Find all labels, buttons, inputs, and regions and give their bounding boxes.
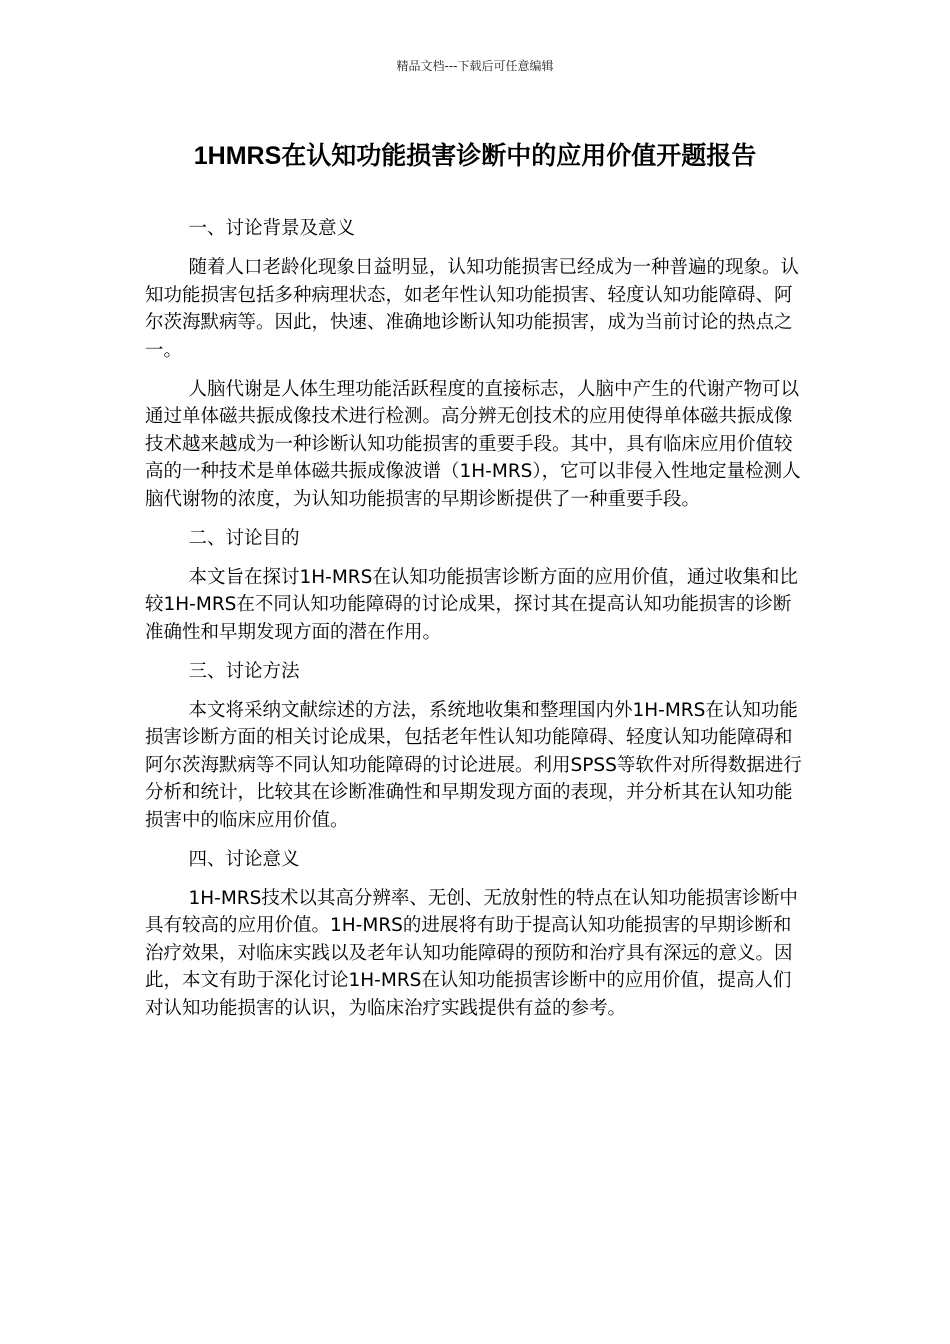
paragraph-background-1: 随着人口老龄化现象日益明显，认知功能损害已经成为一种普遍的现象。认知功能损害包括多种病理状态，如老年性认知功能损害、轻度认知功能障碍、阿尔茨海默病等。因此，快速、准确地诊断认知功能损害，成为当前讨论的热点之一。 [145, 257, 799, 361]
paragraph-method: 本文将采纳文献综述的方法，系统地收集和整理国内外1H-MRS在认知功能损害诊断方面的相关讨论成果，包括老年性认知功能障碍、轻度认知功能障碍和阿尔茨海默病等不同认知功能障碍的讨论进展。利用SPSS等软件对所得数据进行分析和统计，比较其在诊断准确性和早期发现方面的表现，并分析其在认知功能损害中的临床应用价值。 [145, 699, 802, 831]
paragraph-significance: 1H-MRS技术以其高分辨率、无创、无放射性的特点在认知功能损害诊断中具有较高的应用价值。1H-MRS的进展将有助于提高认知功能损害的早期诊断和治疗效果，对临床实践以及老年认知功能障碍的预防和治疗具有深远的意义。因此，本文有助于深化讨论1H-MRS在认知功能损害诊断中的应用价值，提高人们对认知功能损害的认识，为临床治疗实践提供有益的参考。 [145, 887, 798, 1019]
page-header: 精品文档---下载后可任意编辑 [396, 59, 554, 73]
section-heading-background: 一、讨论背景及意义 [188, 218, 355, 239]
section-heading-method: 三、讨论方法 [188, 660, 300, 682]
paragraph-purpose: 本文旨在探讨1H-MRS在认知功能损害诊断方面的应用价值，通过收集和比较1H-MRS在不同认知功能障碍的讨论成果，探讨其在提高认知功能损害的诊断准确性和早期发现方面的潜在作用。 [145, 566, 798, 643]
paragraph-background-2: 人脑代谢是人体生理功能活跃程度的直接标志，人脑中产生的代谢产物可以通过单体磁共振成像技术进行检测。高分辨无创技术的应用使得单体磁共振成像技术越来越成为一种诊断认知功能损害的重要手段。其中，具有临床应用价值较高的一种技术是单体磁共振成像波谱（1H-MRS），它可以非侵入性地定量检测人脑代谢物的浓度，为认知功能损害的早期诊断提供了一种重要手段。 [145, 378, 801, 510]
section-heading-purpose: 二、讨论目的 [188, 527, 300, 549]
section-heading-significance: 四、讨论意义 [188, 848, 300, 870]
document-title: 1HMRS在认知功能损害诊断中的应用价值开题报告 [193, 142, 757, 170]
document-body [145, 215, 805, 1034]
